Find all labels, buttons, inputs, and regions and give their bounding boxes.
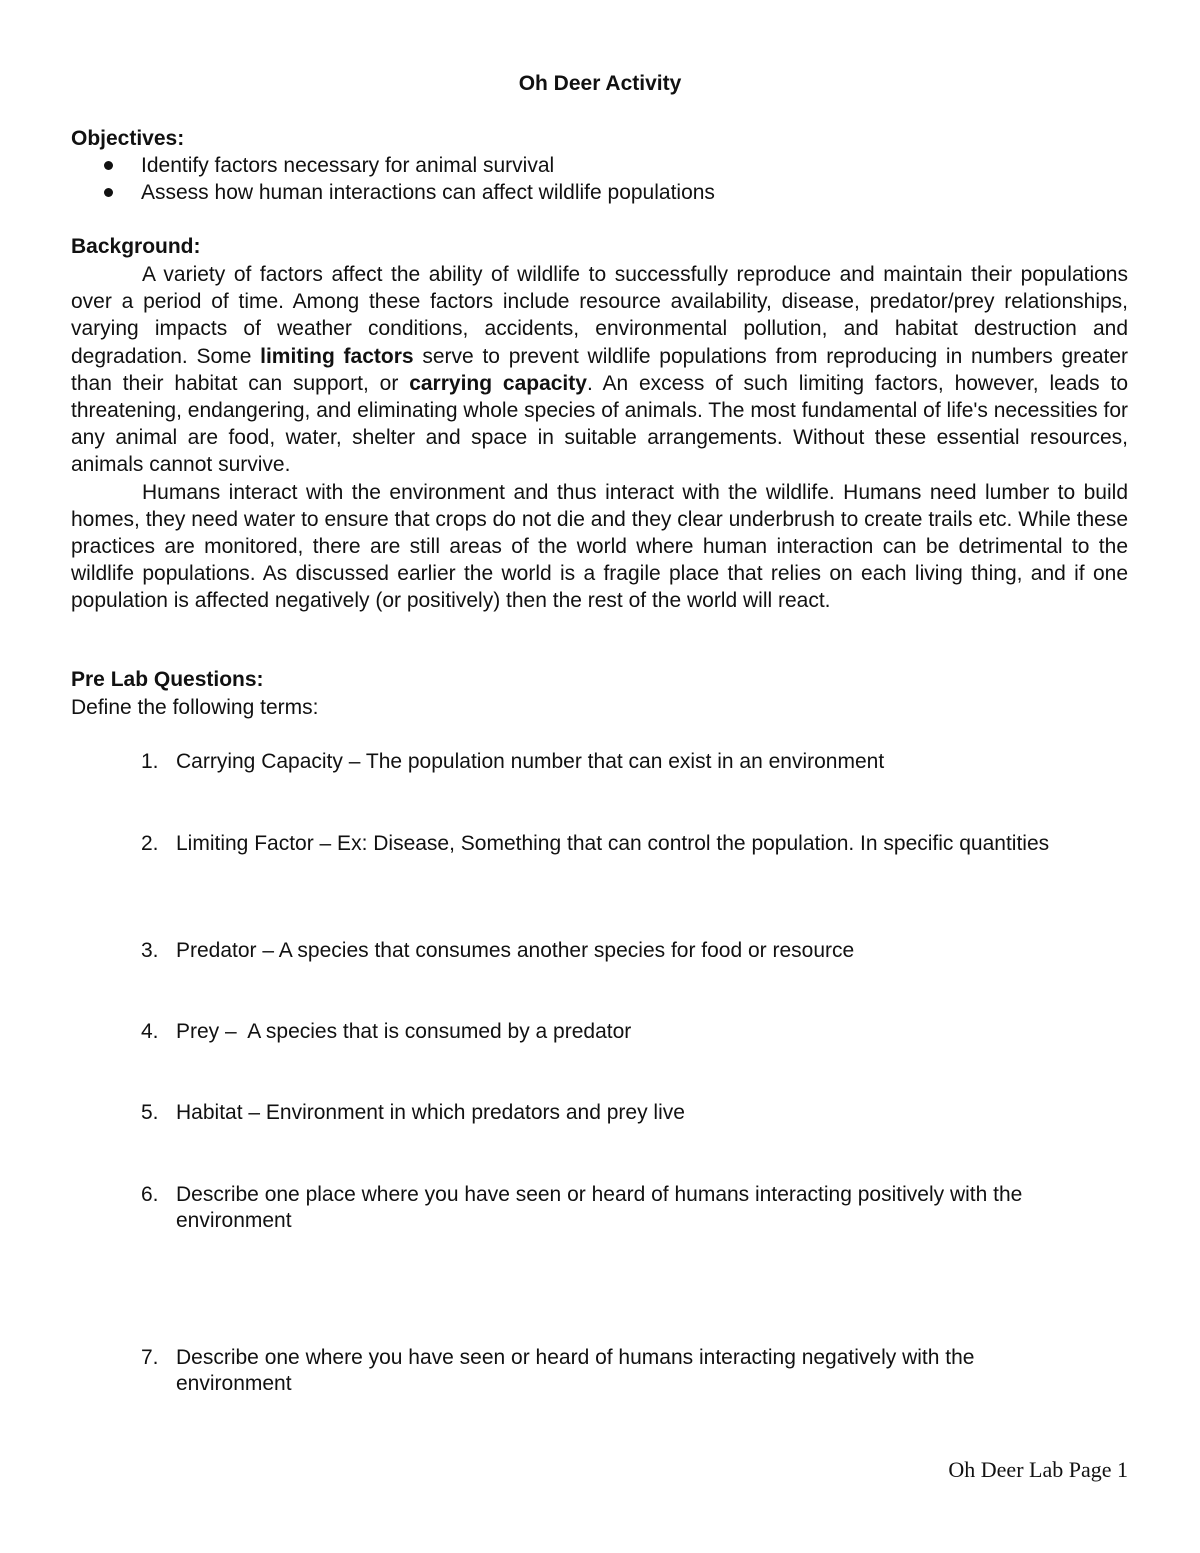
term-carrying-capacity: carrying capacity bbox=[409, 371, 587, 395]
term-limiting-factors: limiting factors bbox=[260, 344, 414, 368]
question-text: Predator – A species that consumes another species for food or resource bbox=[176, 939, 855, 962]
question-item bbox=[141, 1345, 1131, 1397]
question-item bbox=[141, 1100, 1131, 1126]
bullet-icon bbox=[104, 161, 113, 170]
background-paragraph-1 bbox=[71, 261, 1128, 479]
page-title: Oh Deer Activity bbox=[518, 72, 682, 95]
objectives-heading: Objectives: bbox=[71, 127, 185, 150]
question-text: Describe one place where you have seen or heard of humans interacting positively with the environment bbox=[176, 1183, 1023, 1232]
question-number: 1. bbox=[141, 750, 159, 773]
background-body bbox=[71, 261, 1128, 615]
question-text: Prey – A species that is consumed by a predator bbox=[176, 1020, 632, 1043]
background-heading: Background: bbox=[71, 235, 201, 258]
question-item bbox=[141, 831, 1131, 857]
question-text: Describe one where you have seen or heard of humans interacting negatively with the environment bbox=[176, 1346, 975, 1395]
list-item bbox=[71, 152, 1131, 179]
bullet-icon bbox=[104, 188, 113, 197]
question-item bbox=[141, 1019, 1131, 1045]
question-number: 5. bbox=[141, 1101, 159, 1124]
question-number: 7. bbox=[141, 1346, 159, 1369]
text-run: . An excess of such limiting factors, however, leads to threatening, endangering, and eliminating whole species of animals. The most fundamental of life's necessities for any animal are food, water, shelter and space in suitable arrangements. Without these essential resources, animals cannot survive. bbox=[71, 371, 1129, 477]
question-item bbox=[141, 938, 1131, 964]
objectives-list bbox=[71, 152, 1131, 206]
question-number: 3. bbox=[141, 939, 159, 962]
question-text: Carrying Capacity – The population number that can exist in an environment bbox=[176, 750, 885, 773]
objective-text: Identify factors necessary for animal survival bbox=[141, 154, 555, 177]
question-number: 6. bbox=[141, 1183, 159, 1206]
question-item bbox=[141, 749, 1131, 775]
objective-text: Assess how human interactions can affect wildlife populations bbox=[141, 181, 715, 204]
list-item bbox=[71, 179, 1131, 206]
question-text: Habitat – Environment in which predators and prey live bbox=[176, 1101, 685, 1124]
prelab-heading: Pre Lab Questions: bbox=[71, 668, 264, 691]
prelab-instruction: Define the following terms: bbox=[71, 696, 319, 719]
text-run: serve to prevent wildlife populations from reproducing in numbers greater than their habitat can support, or bbox=[71, 344, 1128, 395]
question-number: 2. bbox=[141, 832, 159, 855]
text-run: A variety of factors affect the ability of wildlife to successfully reproduce and maintain their populations over a period of time. Among these factors include resource availability, disease, predator/prey relationships, varying impacts of weather conditions, accidents, environmental pollution, and habitat destruction and degradation. Some bbox=[71, 263, 1128, 368]
page-footer: Oh Deer Lab Page 1 bbox=[948, 1457, 1128, 1482]
question-number: 4. bbox=[141, 1020, 159, 1043]
question-text: Limiting Factor – Ex: Disease, Something that can control the population. In specific quantities bbox=[176, 832, 1050, 855]
question-item bbox=[141, 1182, 1131, 1234]
background-paragraph-2: Humans interact with the environment and thus interact with the wildlife. Humans need lumber to build homes, they need water to ensure that crops do not die and they clear underbrush to create trails etc. While these practices are monitored, there are still areas of the world where human interaction can be detrimental to the wildlife populations. As discussed earlier the world is a fragile place that relies on each living thing, and if one population is affected negatively (or positively) then the rest of the world will react. bbox=[71, 480, 1128, 613]
